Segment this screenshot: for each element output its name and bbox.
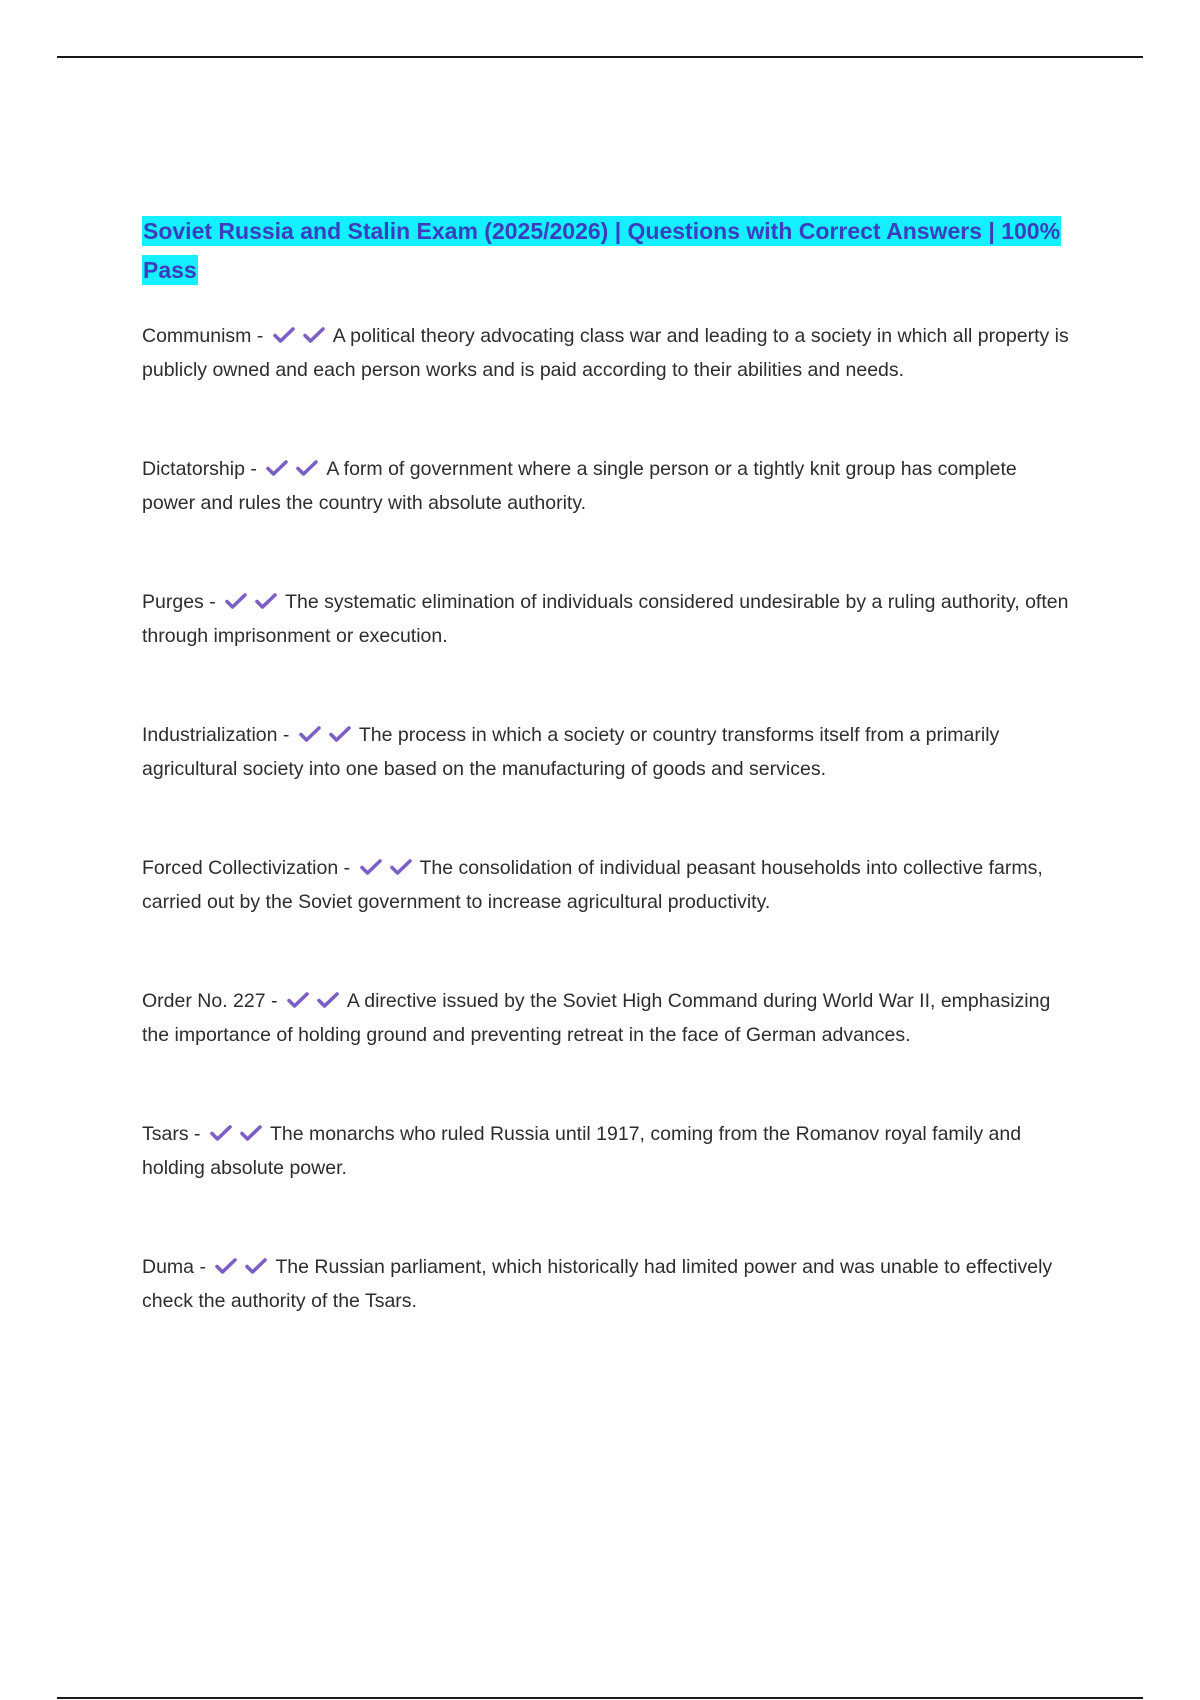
entry-definition: The Russian parliament, which historically had limited power and was unable to effectively check the authority of the Tsars. [142, 1256, 1053, 1312]
qa-entry [142, 1251, 1072, 1318]
check-icon [390, 858, 412, 876]
entry-definition: The systematic elimination of individuals considered undesirable by a ruling authority, often through imprisonment or execution. [142, 591, 1069, 647]
entry-separator: - [277, 724, 295, 746]
entry-definition: A form of government where a single person or a tightly knit group has complete power and rules the country with absolute authority. [142, 458, 1017, 514]
qa-entry [142, 320, 1072, 387]
entry-definition: The monarchs who ruled Russia until 1917, coming from the Romanov royal family and holding absolute power. [142, 1123, 1022, 1179]
check-icon [240, 1124, 262, 1142]
entry-term: Purges [142, 591, 204, 613]
qa-entry [142, 586, 1072, 653]
qa-entry [142, 852, 1072, 919]
entry-term: Forced Collectivization [142, 857, 339, 879]
entry-separator: - [338, 857, 356, 879]
qa-entry [142, 719, 1072, 786]
entry-definition: A directive issued by the Soviet High Command during World War II, emphasizing the importance of holding ground and preventing retreat in the face of German advances. [142, 990, 1051, 1046]
check-icon [255, 592, 277, 610]
bottom-divider [57, 1697, 1143, 1699]
document-body [142, 212, 1072, 1384]
entry-separator: - [251, 325, 269, 347]
check-icon [215, 1257, 237, 1275]
check-icon [225, 592, 247, 610]
qa-entry [142, 985, 1072, 1052]
check-icon [303, 326, 325, 344]
entry-separator: - [194, 1256, 212, 1278]
check-icon [317, 991, 339, 1009]
entry-definition: The process in which a society or country transforms itself from a primarily agricultural society into one based on the manufacturing of goods and services. [142, 724, 1000, 780]
entry-definition: A political theory advocating class war and leading to a society in which all property is publicly owned and each person works and is paid according to their abilities and needs. [142, 325, 1069, 381]
check-icon [273, 326, 295, 344]
entry-term: Tsars [142, 1123, 189, 1145]
entry-separator: - [188, 1123, 206, 1145]
entry-separator: - [203, 591, 222, 613]
check-icon [299, 725, 321, 743]
qa-entry [142, 453, 1072, 520]
document-title-text: Soviet Russia and Stalin Exam (2025/2026) | Questions with Correct Answers | 100% Pass [143, 218, 1061, 283]
check-icon [360, 858, 382, 876]
entry-term: Order No. 227 [142, 990, 266, 1012]
check-icon [329, 725, 351, 743]
document-title [142, 212, 1072, 290]
entry-definition: The consolidation of individual peasant households into collective farms, carried out by the Soviet government to increase agricultural productivity. [142, 857, 1043, 913]
check-icon [245, 1257, 267, 1275]
check-icon [287, 991, 309, 1009]
entry-separator: - [244, 458, 263, 480]
qa-entry [142, 1118, 1072, 1185]
entry-term: Dictatorship [142, 458, 245, 480]
entry-separator: - [265, 990, 283, 1012]
top-divider [57, 56, 1143, 58]
check-icon [266, 459, 288, 477]
entry-term: Industrialization [142, 724, 278, 746]
entry-term: Duma [142, 1256, 195, 1278]
entry-term: Communism [142, 325, 252, 347]
check-icon [296, 459, 318, 477]
check-icon [210, 1124, 232, 1142]
